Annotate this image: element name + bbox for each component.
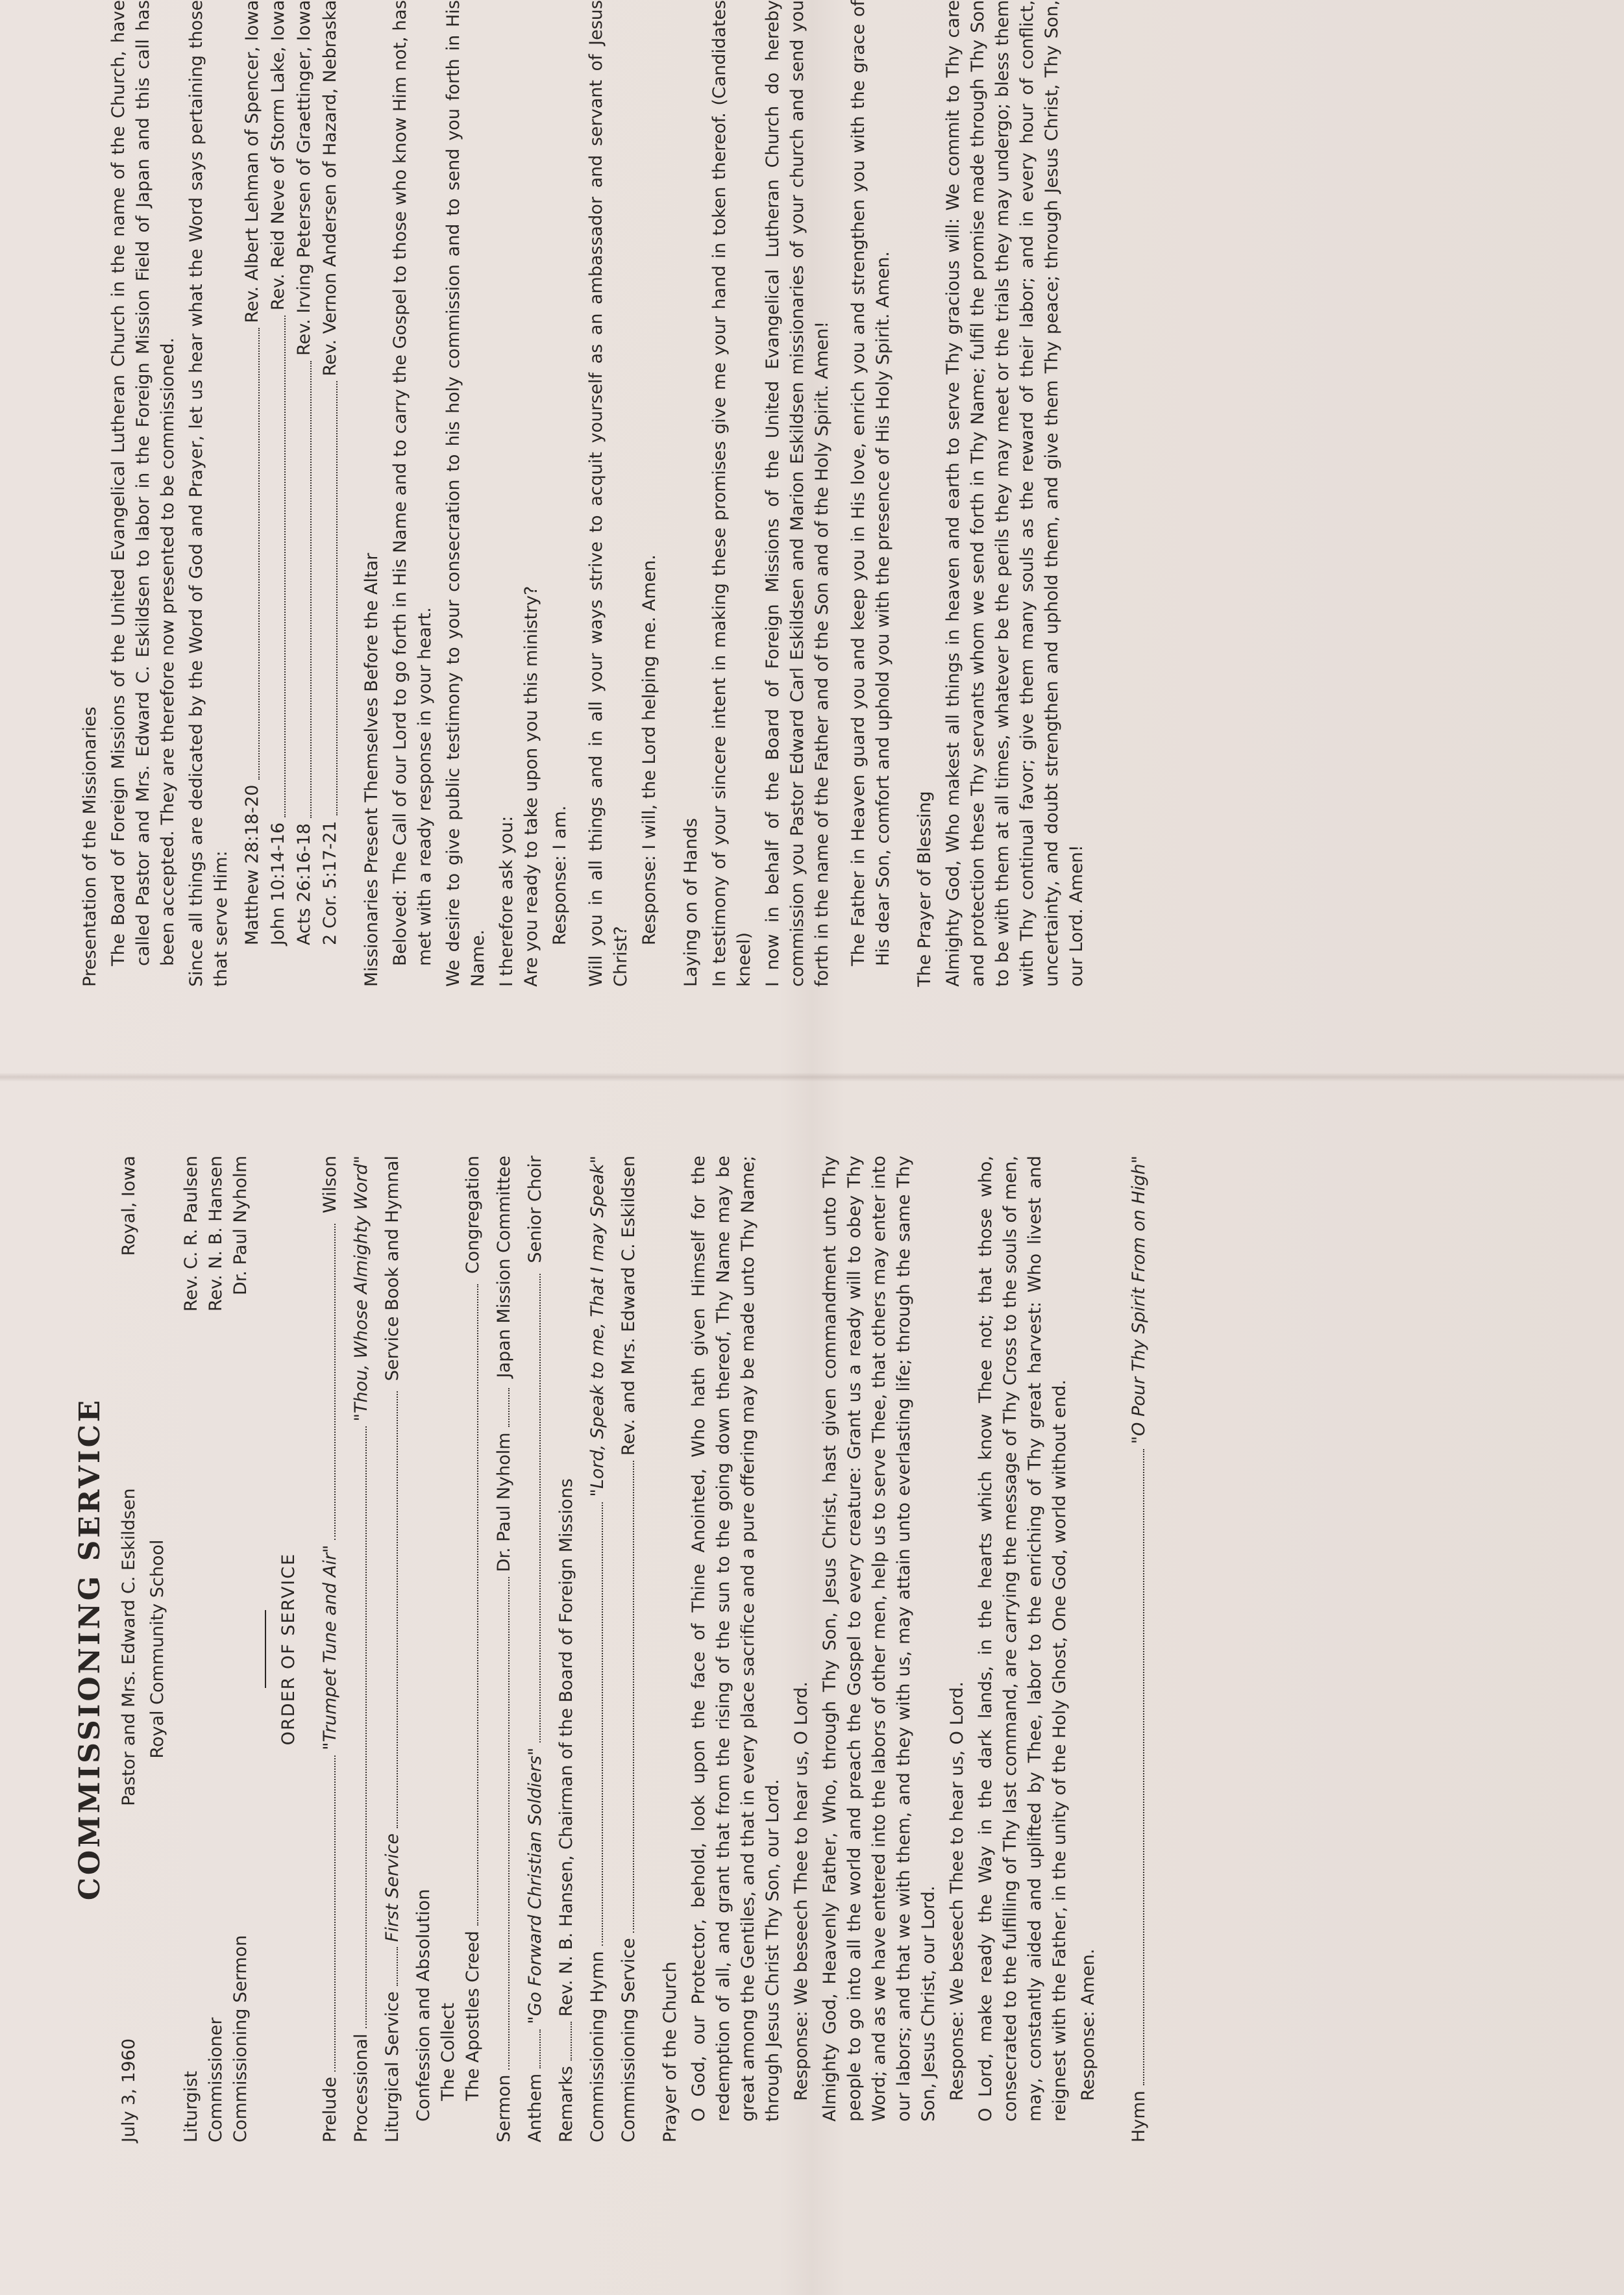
order-creed: The Apostles Creed Congregation: [463, 1156, 483, 2101]
prayer-response: Response: We beseech Thee to hear us, O Lord.: [791, 1681, 811, 2101]
order-of-service-panel: [73, 1156, 1532, 2142]
laying-on-of-hands-section: [679, 0, 896, 987]
blessing-heading: The Prayer of Blessing: [915, 791, 935, 987]
laying-paragraph: The Father in Heaven guard you and keep you in His love, enrich you and strengthen you with the grace of His dear Son, comfort and uphold you with the presence of His Holy Spirit. Amen.: [848, 0, 893, 966]
reading-row: Matthew 28:18-20 Rev. Albert Lehman of Spencer, Iowa: [240, 0, 265, 945]
prayer-of-church: [658, 1156, 1101, 2142]
prayer-paragraph: O God, our Protector, behold, look upon the face of Thine Anointed, Who hath given Himself for the redemption of all, and grant that from the rising of the sun to the going down thereof, Thy Name may be great among the Gentiles, and that in every place sacrifice and a pure offering may be made unto Thy Name; through Jesus Christ Thy Son, our Lord.: [689, 1156, 783, 2122]
order-collect: The Collect: [438, 2002, 458, 2101]
sermon-name: Dr. Paul Nyholm: [230, 1156, 251, 1295]
reading-row: Acts 26:16-18 Rev. Irving Petersen of Graettinger, Iowa: [292, 0, 317, 945]
blessing-paragraph: Almighty God, Who makest all things in heaven and earth to serve Thy gracious will: We commit to Thy care and protection these Thy servants whom we send forth in Thy Name; fulfil the promise made through Thy Son to be with them at all times, whatever be the perils they may meet or the trials they may undergo; bless them with Thy continual favor; give them many souls as the reward of their labor; and in every hour of conflict, uncertainty, and doubt strengthen and uphold them, and give them Thy peace; through Jesus Christ, Thy Son, our Lord. Amen!: [943, 0, 1087, 987]
order-prelude: Prelude "Trumpet Tune and Air" Wilson: [320, 1156, 340, 2142]
prayer-paragraph: Almighty God, Heavenly Father, Who, through Thy Son, Jesus Christ, hast given commandment unto Thy people to go into all the world and preach the Gospel to every creature: Grant us a ready will to obey Thy Word; and as we have entered into the labors of other men, help us to serve Thee, that others may enter into our labors; and that we with them, and they with us, may attain unto everlasting life; through the same Thy Son, Jesus Christ, our Lord.: [820, 1156, 939, 2122]
role-names: [179, 1156, 253, 1311]
page-title: COMMISSIONING SERVICE: [73, 1397, 106, 1901]
commissioner-name: Rev. N. B. Hansen: [206, 1156, 226, 1312]
prayer-response: Response: Amen.: [1078, 1948, 1098, 2101]
commissioning-rite-panel: [78, 0, 1545, 987]
altar-response: Response: I will, the Lord helping me. Amen.: [639, 554, 659, 945]
order-confession: Confession and Absolution: [413, 1889, 434, 2122]
altar-line: Are you ready to take upon you this ministry?: [521, 586, 541, 987]
order-title: ORDER OF SERVICE: [278, 1552, 299, 1746]
presentation-paragraph: The Board of Foreign Missions of the United Evangelical Lutheran Church in the name of the Church, have called Pastor and Mrs. Edward C. Eskildsen to labor in the Foreign Mission Field of Japan and this call has been accepted. They are therefore now presented to be commissioned.: [108, 0, 178, 966]
header-line: [117, 1156, 141, 2142]
presentation-section: [78, 0, 343, 987]
fold-crease: [0, 1073, 1624, 1082]
order-anthem: Anthem "Go Forward Christian Soldiers" Senior Choir: [525, 1156, 545, 2142]
altar-heading: Missionaries Present Themselves Before the Altar: [362, 552, 382, 987]
presentation-heading: Presentation of the Missionaries: [80, 706, 100, 987]
order-processional: Processional "Thou, Whose Almighty Word": [351, 1156, 371, 2142]
order-commissioning-hymn: Commissioning Hymn "Lord, Speak to me, That I may Speak": [587, 1156, 608, 2142]
reading-row: 2 Cor. 5:17-21 Rev. Vernon Andersen of Hazard, Nebraska: [318, 0, 343, 945]
prayer-paragraph: O Lord, make ready the Way in the dark lands, in the hearts which know Thee not; that those who, consecrated to the fulfilling of Thy last command, are carrying the message of Thy Cross to the souls of men, may, constantly aided and uplifted by Thee, labor to the enriching of Thy great harvest: Who livest and reignest with the Father, in the unity of the Holy Ghost, One God, world without end.: [976, 1156, 1070, 2122]
pastor-names: Pastor and Mrs. Edward C. Eskildsen: [119, 1488, 139, 1806]
divider: [265, 1610, 266, 1688]
altar-section: [360, 0, 662, 987]
role-liturgist: Liturgist: [181, 2070, 201, 2142]
liturgist-name: Rev. C. R. Paulsen: [181, 1156, 201, 1312]
altar-paragraph: We desire to give public testimony to your consecration to his holy commission and to send you forth in His Name.: [443, 0, 488, 987]
reading-row: John 10:14-16 Rev. Reid Neve of Storm Lake, Iowa: [266, 0, 291, 945]
order-closing-hymn: Hymn "O Pour Thy Spirit From on High": [1129, 1156, 1149, 2142]
altar-paragraph: Beloved: The Call of our Lord to go forth in His Name and to carry the Gospel to those who know Him not, has met with a ready response in your heart.: [390, 0, 435, 966]
laying-paragraph: I now in behalf of the Board of Foreign Missions of the United Evangelical Lutheran Church do hereby commission you Pastor Edward Carl Eskildsen and Marion Eskildsen missionaries of your church and send you forth in the name of the Father and of the Son and of the Holy Spirit. Amen!: [763, 0, 832, 987]
readings-list: [240, 0, 343, 987]
altar-response: Response: I am.: [550, 805, 570, 945]
order-commissioning-service: Commissioning Service Rev. and Mrs. Edward C. Eskildsen: [619, 1156, 639, 2142]
role-labels: [179, 1935, 253, 2142]
prayer-response: Response: We beseech Thee to hear us, O Lord.: [947, 1681, 967, 2101]
laying-heading: Laying on of Hands: [681, 818, 701, 987]
role-commissioner: Commissioner: [206, 2017, 226, 2142]
order-liturgical: Liturgical Service First Service Service Book and Hymnal: [382, 1156, 402, 2142]
service-place: Royal, Iowa: [119, 1156, 139, 1256]
laying-paragraph: In testimony of your sincere intent in making these promises give me your hand in token thereof. (Candidates kneel): [709, 0, 754, 987]
service-date: July 3, 1960: [119, 2038, 139, 2142]
altar-paragraph: Will you in all things and in all your ways strive to acquit yourself as an ambassador and servant of Jesus Christ?: [586, 0, 631, 987]
blessing-section: [913, 0, 1089, 987]
order-sermon: Sermon Dr. Paul Nyholm Japan Mission Committee: [494, 1156, 514, 2142]
role-sermon: Commissioning Sermon: [230, 1935, 251, 2142]
order-remarks: Remarks Rev. N. B. Hansen, Chairman of the Board of Foreign Missions: [556, 1478, 576, 2142]
prayer-heading: Prayer of the Church: [660, 1961, 680, 2142]
roles-block: [179, 1156, 253, 2142]
altar-line: I therefore ask you:: [497, 815, 517, 987]
presentation-paragraph: Since all things are dedicated by the Word of God and Prayer, let us hear what the Word says pertaining those that serve Him:: [186, 0, 231, 987]
service-venue: Royal Community School: [147, 1539, 167, 1759]
